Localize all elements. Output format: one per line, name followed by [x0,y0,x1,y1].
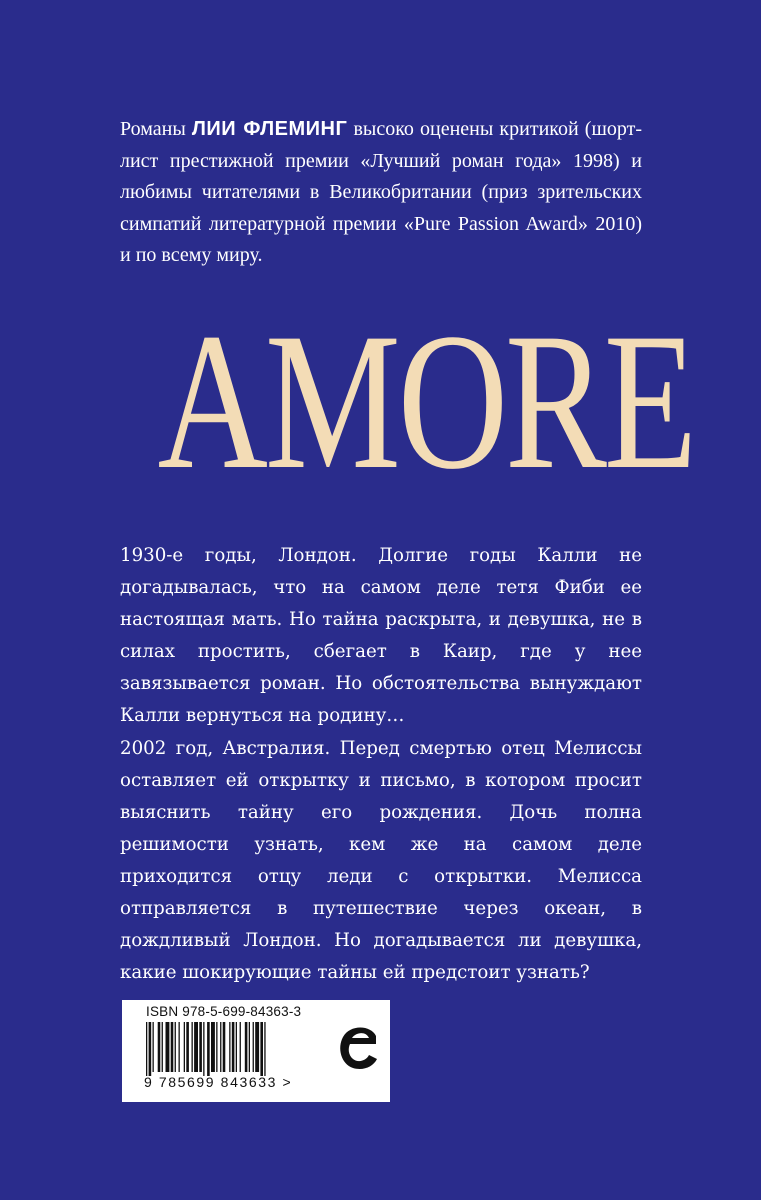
synopsis [120,540,642,989]
author-blurb [120,114,642,272]
author-name: ЛИИ ФЛЕМИНГ [191,118,348,140]
barcode-digits: 9 785699 843633 > [144,1074,293,1090]
synopsis-paragraph-2: 2002 год, Австралия. Перед смертью отец Мелиссы оставляет ей открытку и письмо, в котором просит выяснить тайну его рождения. Дочь полна решимости узнать, кем же на самом деле приходится отцу леди с открытки. Мелисса отправляется в путешествие через океан, в дождливый Лондон. Но догадывается ли девушка, какие шокирующие тайны ей предстоит узнать? [120,737,642,984]
blurb-prefix: Романы [120,118,192,140]
blurb-rest: высоко оценены критикой (шорт-лист престижной премии «Лучший роман года» 1998) и любимы читателями в Великобритании (приз зрительских симпатий литературной премии «Pure Passion Award» 2010) и по всему миру. [120,118,642,266]
eksmo-logo-icon [336,1020,382,1082]
series-title: AMORE [157,293,695,510]
synopsis-paragraph-1: 1930-е годы, Лондон. Долгие годы Калли не догадывалась, что на самом деле тетя Фиби ее настоящая мать. Но тайна раскрыта, и девушка, не в силах простить, сбегает в Каир, где у нее завязывается роман. Но обстоятельства вынуждают Калли вернуться на родину… [120,545,642,727]
barcode-block [122,1000,390,1102]
isbn-number: ISBN 978-5-699-84363-3 [146,1004,302,1019]
barcode-bars [146,1022,310,1076]
